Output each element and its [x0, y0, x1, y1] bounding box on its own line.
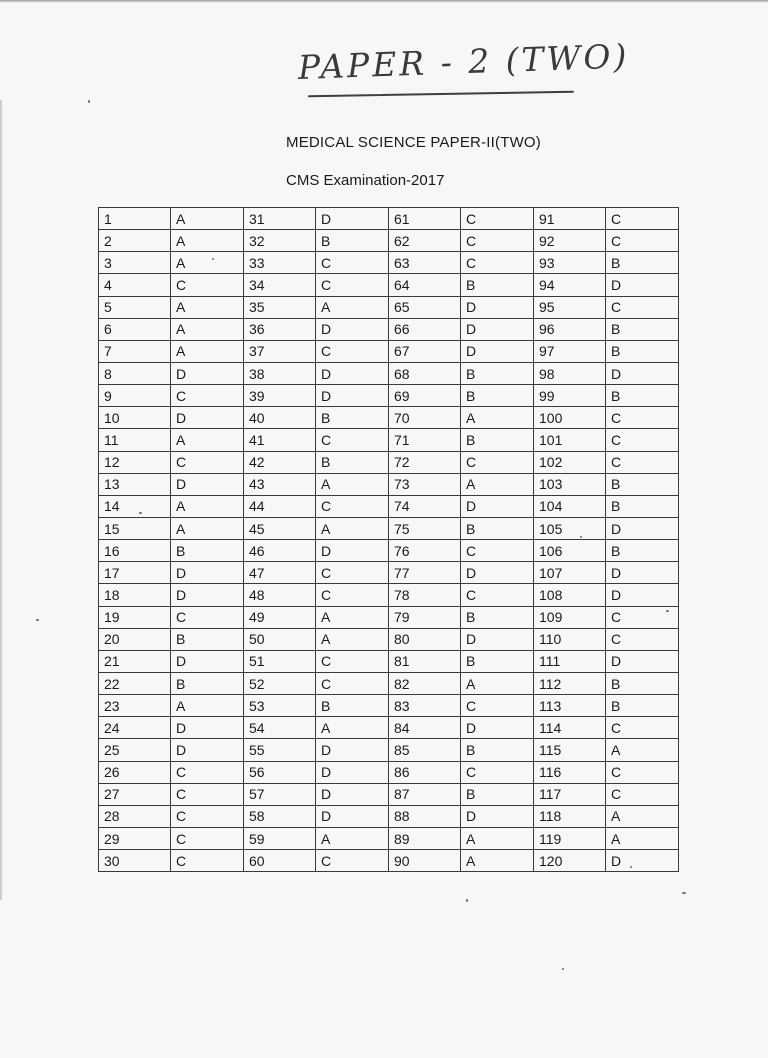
answer-letter: A	[171, 252, 244, 274]
answer-letter: A	[171, 296, 244, 318]
question-number: 58	[244, 805, 316, 827]
answer-letter: B	[316, 451, 389, 473]
question-number: 31	[244, 208, 316, 230]
question-number: 33	[244, 252, 316, 274]
answer-letter: B	[461, 606, 534, 628]
table-row	[99, 362, 679, 384]
question-number: 98	[534, 362, 606, 384]
question-number: 108	[534, 584, 606, 606]
question-number: 118	[534, 805, 606, 827]
answer-letter: A	[171, 695, 244, 717]
question-number: 54	[244, 717, 316, 739]
answer-letter: A	[606, 805, 679, 827]
question-number: 53	[244, 695, 316, 717]
answer-letter: D	[316, 385, 389, 407]
answer-letter: A	[461, 850, 534, 872]
question-number: 74	[389, 495, 461, 517]
question-number: 76	[389, 540, 461, 562]
question-number: 63	[389, 252, 461, 274]
question-number: 13	[99, 473, 171, 495]
scan-speck	[466, 899, 468, 902]
answer-key-table	[98, 207, 679, 872]
table-row	[99, 340, 679, 362]
question-number: 117	[534, 783, 606, 805]
answer-letter: C	[316, 429, 389, 451]
answer-letter: D	[171, 584, 244, 606]
question-number: 47	[244, 562, 316, 584]
answer-letter: B	[461, 783, 534, 805]
table-row	[99, 517, 679, 539]
answer-letter: C	[171, 385, 244, 407]
answer-letter: A	[316, 296, 389, 318]
question-number: 107	[534, 562, 606, 584]
table-row	[99, 252, 679, 274]
answer-letter: C	[461, 252, 534, 274]
question-number: 4	[99, 274, 171, 296]
question-number: 36	[244, 318, 316, 340]
question-number: 1	[99, 208, 171, 230]
question-number: 114	[534, 717, 606, 739]
question-number: 57	[244, 783, 316, 805]
answer-letter: A	[461, 672, 534, 694]
question-number: 45	[244, 517, 316, 539]
answer-letter: D	[606, 362, 679, 384]
question-number: 17	[99, 562, 171, 584]
question-number: 109	[534, 606, 606, 628]
question-number: 49	[244, 606, 316, 628]
answer-letter: A	[316, 628, 389, 650]
answer-letter: D	[606, 650, 679, 672]
answer-letter: C	[461, 230, 534, 252]
question-number: 72	[389, 451, 461, 473]
answer-letter: D	[461, 717, 534, 739]
question-number: 14	[99, 495, 171, 517]
answer-letter: D	[316, 739, 389, 761]
answer-letter: D	[461, 628, 534, 650]
answer-letter: C	[316, 495, 389, 517]
answer-letter: A	[171, 495, 244, 517]
question-number: 93	[534, 252, 606, 274]
answer-letter: D	[316, 761, 389, 783]
question-number: 66	[389, 318, 461, 340]
question-number: 89	[389, 827, 461, 849]
answer-letter: A	[461, 473, 534, 495]
table-row	[99, 230, 679, 252]
answer-letter: C	[461, 761, 534, 783]
scan-speck	[88, 100, 90, 103]
answer-letter: D	[606, 850, 679, 872]
question-number: 110	[534, 628, 606, 650]
answer-letter: B	[606, 340, 679, 362]
question-number: 10	[99, 407, 171, 429]
question-number: 81	[389, 650, 461, 672]
answer-letter: C	[606, 230, 679, 252]
question-number: 71	[389, 429, 461, 451]
question-number: 59	[244, 827, 316, 849]
answer-letter: A	[171, 318, 244, 340]
answer-letter: C	[461, 451, 534, 473]
question-number: 30	[99, 850, 171, 872]
question-number: 68	[389, 362, 461, 384]
answer-letter: D	[461, 562, 534, 584]
question-number: 8	[99, 362, 171, 384]
answer-letter: A	[316, 473, 389, 495]
question-number: 88	[389, 805, 461, 827]
answer-letter: C	[171, 850, 244, 872]
scan-speck	[630, 866, 632, 868]
question-number: 9	[99, 385, 171, 407]
table-row	[99, 385, 679, 407]
table-row	[99, 739, 679, 761]
table-row	[99, 208, 679, 230]
answer-letter: B	[461, 362, 534, 384]
answer-letter: D	[461, 340, 534, 362]
question-number: 62	[389, 230, 461, 252]
question-number: 46	[244, 540, 316, 562]
answer-letter: B	[606, 540, 679, 562]
table-row	[99, 296, 679, 318]
answer-letter: C	[171, 451, 244, 473]
answer-key-body	[99, 208, 679, 872]
question-number: 78	[389, 584, 461, 606]
answer-letter: A	[171, 340, 244, 362]
table-row	[99, 584, 679, 606]
answer-letter: B	[171, 628, 244, 650]
scan-edge-top	[0, 0, 768, 3]
answer-letter: D	[316, 318, 389, 340]
answer-letter: A	[316, 827, 389, 849]
question-number: 56	[244, 761, 316, 783]
answer-letter: C	[606, 208, 679, 230]
question-number: 15	[99, 517, 171, 539]
question-number: 52	[244, 672, 316, 694]
answer-letter: D	[316, 362, 389, 384]
answer-letter: C	[316, 584, 389, 606]
scan-edge-left	[0, 100, 3, 900]
answer-letter: C	[171, 274, 244, 296]
answer-letter: D	[606, 517, 679, 539]
answer-letter: C	[606, 296, 679, 318]
answer-letter: B	[606, 252, 679, 274]
question-number: 21	[99, 650, 171, 672]
answer-letter: B	[461, 274, 534, 296]
answer-letter: D	[606, 562, 679, 584]
answer-letter: B	[606, 318, 679, 340]
answer-letter: B	[171, 672, 244, 694]
question-number: 101	[534, 429, 606, 451]
answer-letter: C	[171, 805, 244, 827]
scan-speck	[36, 619, 39, 621]
answer-letter: D	[171, 362, 244, 384]
answer-letter: C	[606, 761, 679, 783]
document-subtitle: CMS Examination-2017	[286, 172, 445, 189]
question-number: 11	[99, 429, 171, 451]
question-number: 103	[534, 473, 606, 495]
answer-letter: D	[316, 540, 389, 562]
answer-letter: D	[171, 650, 244, 672]
answer-letter: D	[316, 208, 389, 230]
answer-letter: B	[461, 385, 534, 407]
question-number: 111	[534, 650, 606, 672]
question-number: 67	[389, 340, 461, 362]
answer-letter: B	[606, 385, 679, 407]
question-number: 102	[534, 451, 606, 473]
question-number: 65	[389, 296, 461, 318]
question-number: 97	[534, 340, 606, 362]
answer-letter: A	[171, 230, 244, 252]
answer-letter: B	[461, 650, 534, 672]
answer-letter: C	[171, 827, 244, 849]
question-number: 120	[534, 850, 606, 872]
answer-letter: C	[606, 628, 679, 650]
question-number: 100	[534, 407, 606, 429]
table-row	[99, 606, 679, 628]
answer-letter: D	[171, 407, 244, 429]
handwritten-annotation	[290, 36, 630, 110]
scan-speck	[580, 536, 582, 538]
question-number: 91	[534, 208, 606, 230]
question-number: 37	[244, 340, 316, 362]
question-number: 73	[389, 473, 461, 495]
question-number: 51	[244, 650, 316, 672]
question-number: 43	[244, 473, 316, 495]
question-number: 26	[99, 761, 171, 783]
question-number: 44	[244, 495, 316, 517]
question-number: 96	[534, 318, 606, 340]
answer-letter: D	[316, 805, 389, 827]
question-number: 75	[389, 517, 461, 539]
question-number: 39	[244, 385, 316, 407]
table-row	[99, 650, 679, 672]
answer-letter: A	[171, 208, 244, 230]
question-number: 105	[534, 517, 606, 539]
table-row	[99, 761, 679, 783]
question-number: 12	[99, 451, 171, 473]
question-number: 23	[99, 695, 171, 717]
table-row	[99, 805, 679, 827]
answer-letter: B	[461, 429, 534, 451]
answer-letter: B	[316, 230, 389, 252]
answer-letter: B	[316, 407, 389, 429]
table-row	[99, 495, 679, 517]
answer-letter: C	[316, 252, 389, 274]
table-row	[99, 695, 679, 717]
answer-letter: C	[171, 783, 244, 805]
answer-letter: D	[461, 318, 534, 340]
question-number: 27	[99, 783, 171, 805]
handwritten-underline	[308, 91, 574, 98]
question-number: 32	[244, 230, 316, 252]
answer-letter: A	[316, 517, 389, 539]
question-number: 119	[534, 827, 606, 849]
question-number: 55	[244, 739, 316, 761]
question-number: 70	[389, 407, 461, 429]
scan-speck	[212, 258, 214, 260]
question-number: 19	[99, 606, 171, 628]
answer-letter: D	[171, 473, 244, 495]
question-number: 99	[534, 385, 606, 407]
answer-letter: C	[316, 850, 389, 872]
question-number: 20	[99, 628, 171, 650]
answer-letter: B	[606, 495, 679, 517]
question-number: 60	[244, 850, 316, 872]
answer-letter: C	[461, 540, 534, 562]
question-number: 69	[389, 385, 461, 407]
answer-letter: A	[606, 827, 679, 849]
question-number: 95	[534, 296, 606, 318]
scan-speck	[682, 892, 686, 894]
answer-letter: C	[171, 606, 244, 628]
question-number: 50	[244, 628, 316, 650]
question-number: 16	[99, 540, 171, 562]
answer-letter: B	[461, 739, 534, 761]
answer-letter: C	[606, 407, 679, 429]
question-number: 61	[389, 208, 461, 230]
question-number: 48	[244, 584, 316, 606]
question-number: 92	[534, 230, 606, 252]
answer-letter: A	[461, 827, 534, 849]
question-number: 38	[244, 362, 316, 384]
answer-letter: D	[171, 717, 244, 739]
question-number: 104	[534, 495, 606, 517]
answer-letter: C	[316, 274, 389, 296]
answer-letter: B	[316, 695, 389, 717]
answer-letter: D	[316, 783, 389, 805]
table-row	[99, 540, 679, 562]
table-row	[99, 451, 679, 473]
question-number: 3	[99, 252, 171, 274]
answer-letter: B	[606, 695, 679, 717]
answer-letter: D	[171, 739, 244, 761]
handwritten-note: PAPER - 2 (TWO)	[297, 36, 630, 87]
question-number: 116	[534, 761, 606, 783]
question-number: 28	[99, 805, 171, 827]
answer-letter: C	[316, 672, 389, 694]
question-number: 79	[389, 606, 461, 628]
answer-letter: A	[316, 717, 389, 739]
table-row	[99, 717, 679, 739]
answer-letter: C	[606, 606, 679, 628]
question-number: 2	[99, 230, 171, 252]
table-row	[99, 562, 679, 584]
question-number: 42	[244, 451, 316, 473]
answer-letter: C	[606, 429, 679, 451]
scan-speck	[562, 968, 564, 970]
answer-letter: B	[606, 473, 679, 495]
question-number: 106	[534, 540, 606, 562]
table-row	[99, 473, 679, 495]
table-row	[99, 407, 679, 429]
table-row	[99, 429, 679, 451]
question-number: 90	[389, 850, 461, 872]
question-number: 6	[99, 318, 171, 340]
table-row	[99, 783, 679, 805]
answer-letter: D	[606, 584, 679, 606]
answer-letter: C	[606, 451, 679, 473]
answer-letter: A	[461, 407, 534, 429]
question-number: 115	[534, 739, 606, 761]
answer-letter: C	[606, 783, 679, 805]
answer-letter: D	[606, 274, 679, 296]
question-number: 113	[534, 695, 606, 717]
answer-letter: A	[316, 606, 389, 628]
question-number: 87	[389, 783, 461, 805]
question-number: 18	[99, 584, 171, 606]
table-row	[99, 850, 679, 872]
question-number: 29	[99, 827, 171, 849]
question-number: 86	[389, 761, 461, 783]
answer-letter: C	[316, 340, 389, 362]
question-number: 25	[99, 739, 171, 761]
answer-letter: D	[461, 296, 534, 318]
question-number: 5	[99, 296, 171, 318]
answer-letter: A	[171, 517, 244, 539]
answer-letter: D	[461, 805, 534, 827]
question-number: 24	[99, 717, 171, 739]
document-title: MEDICAL SCIENCE PAPER-II(TWO)	[286, 134, 541, 151]
question-number: 94	[534, 274, 606, 296]
answer-letter: D	[461, 495, 534, 517]
question-number: 85	[389, 739, 461, 761]
question-number: 84	[389, 717, 461, 739]
question-number: 34	[244, 274, 316, 296]
answer-letter: C	[316, 562, 389, 584]
question-number: 41	[244, 429, 316, 451]
answer-letter: C	[316, 650, 389, 672]
answer-letter: B	[606, 672, 679, 694]
answer-letter: D	[171, 562, 244, 584]
answer-letter: C	[171, 761, 244, 783]
question-number: 7	[99, 340, 171, 362]
question-number: 112	[534, 672, 606, 694]
answer-letter: C	[606, 717, 679, 739]
question-number: 77	[389, 562, 461, 584]
scan-speck	[139, 512, 142, 514]
question-number: 64	[389, 274, 461, 296]
answer-letter: A	[171, 429, 244, 451]
question-number: 40	[244, 407, 316, 429]
question-number: 35	[244, 296, 316, 318]
scan-speck	[666, 610, 669, 612]
question-number: 82	[389, 672, 461, 694]
table-row	[99, 827, 679, 849]
question-number: 22	[99, 672, 171, 694]
table-row	[99, 318, 679, 340]
answer-letter: B	[171, 540, 244, 562]
answer-letter: C	[461, 695, 534, 717]
table-row	[99, 672, 679, 694]
answer-letter: B	[461, 517, 534, 539]
answer-letter: C	[461, 208, 534, 230]
table-row	[99, 274, 679, 296]
question-number: 83	[389, 695, 461, 717]
answer-letter: A	[606, 739, 679, 761]
answer-letter: C	[461, 584, 534, 606]
question-number: 80	[389, 628, 461, 650]
table-row	[99, 628, 679, 650]
